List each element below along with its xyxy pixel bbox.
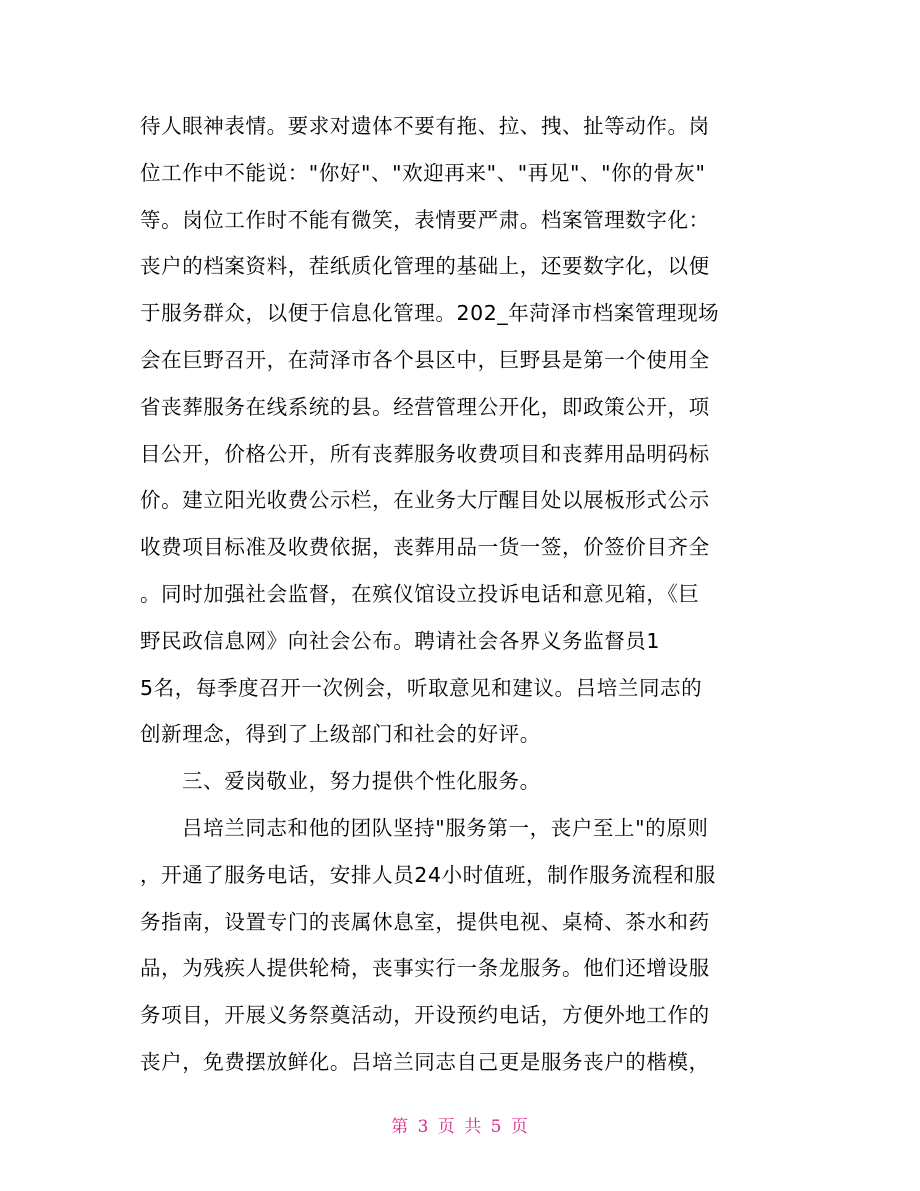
- text-line: 野民政信息网》向社会公布。聘请社会各界义务监督员1: [140, 628, 661, 653]
- text-line: 务指南，设置专门的丧属休息室，提供电视、桌椅、茶水和药: [140, 909, 710, 934]
- text-line: ，开通了服务电话，安排人员24小时值班，制作服务流程和服: [140, 862, 716, 887]
- text-line: 创新理念，得到了上级部门和社会的好评。: [140, 722, 541, 747]
- body-text: [140, 103, 800, 1086]
- text-line: 目公开，价格公开，所有丧葬服务收费项目和丧葬用品明码标: [140, 441, 710, 466]
- text-line: 位工作中不能说："你好"、"欢迎再来"、"再见"、"你的骨灰": [140, 160, 706, 185]
- text-line: 待人眼神表情。要求对遗体不要有拖、拉、拽、扯等动作。岗: [140, 114, 710, 138]
- text-line: 等。岗位工作时不能有微笑，表情要严肃。档案管理数字化：: [140, 207, 710, 232]
- text-line: 价。建立阳光收费公示栏，在业务大厅醒目处以展板形式公示: [140, 488, 710, 513]
- section-heading: 三、爱岗敬业，努力提供个性化服务。: [182, 769, 541, 794]
- text-line: 收费项目标准及收费依据，丧葬用品一货一签，价签价目齐全: [140, 535, 710, 560]
- text-line: 务项目，开展义务祭奠活动，开设预约电话，方便外地工作的: [140, 1003, 710, 1028]
- text-line: 丧户的档案资料，茬纸质化管理的基础上，还要数字化，以便: [140, 254, 710, 279]
- page-number-footer: 第 3 页 共 5 页: [391, 1117, 529, 1137]
- text-line: 省丧葬服务在线系统的县。经营管理公开化，即政策公开，项: [140, 394, 710, 419]
- text-line: 吕培兰同志和他的团队坚持"服务第一，丧户至上"的原则: [182, 815, 709, 840]
- text-line: 5名，每季度召开一次例会，听取意见和建议。吕培兰同志的: [140, 675, 703, 700]
- text-line: 品，为残疾人提供轮椅，丧事实行一条龙服务。他们还增设服: [140, 956, 710, 981]
- text-line: 于服务群众，以便于信息化管理。202_年菏泽市档案管理现场: [140, 301, 720, 326]
- text-line: 。同时加强社会监督，在殡仪馆设立投诉电话和意见箱，《巨: [140, 581, 700, 606]
- text-line: 丧户，免费摆放鲜化。吕培兰同志自己更是服务丧户的楷模，: [140, 1049, 710, 1074]
- text-line: 会在巨野召开，在菏泽市各个县区中，巨野县是第一个使用全: [140, 347, 710, 372]
